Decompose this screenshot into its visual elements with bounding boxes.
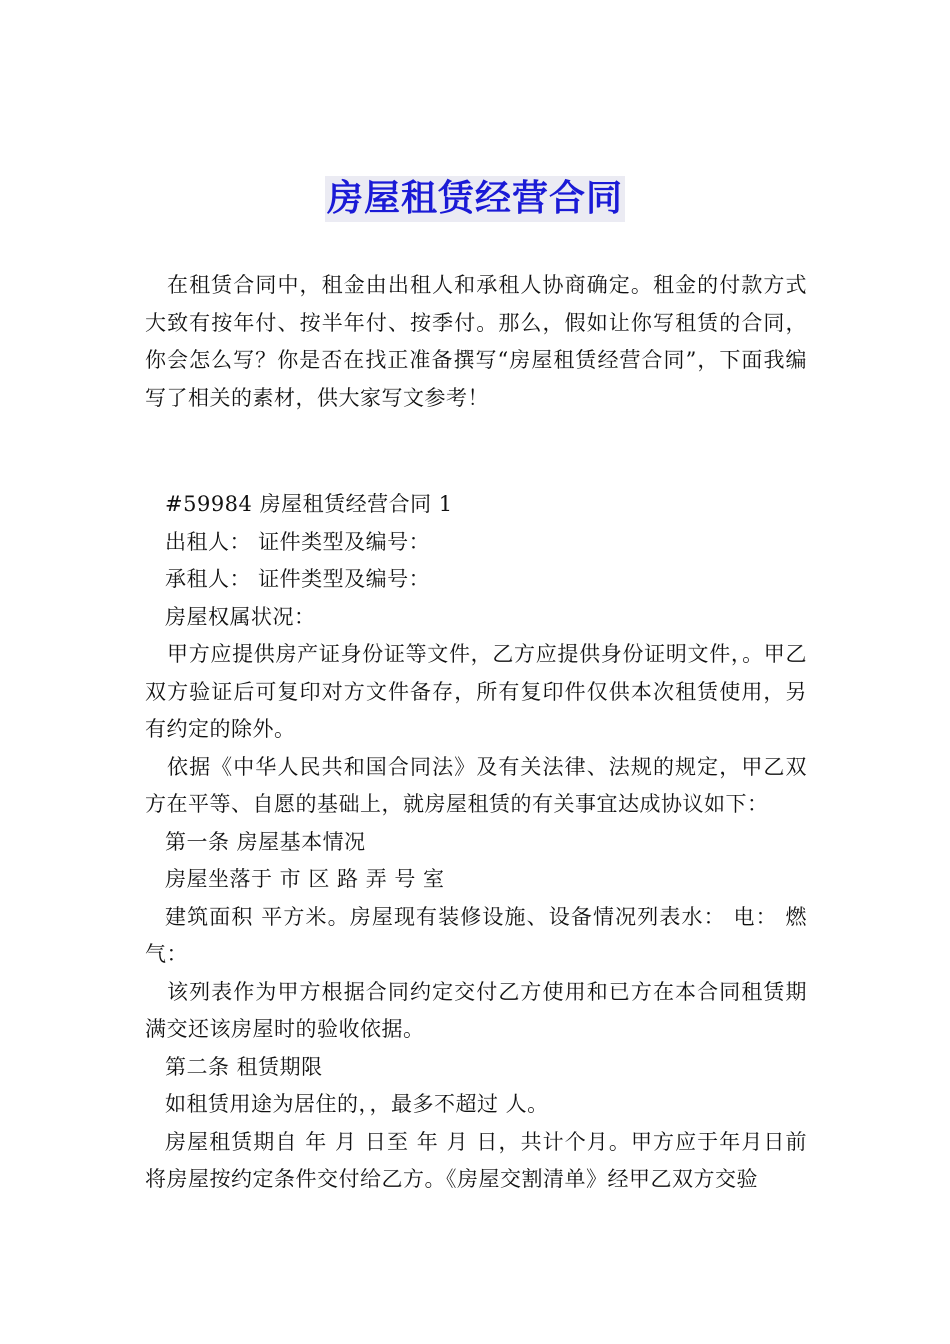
title-container (0, 176, 950, 222)
contract-body (145, 486, 807, 1199)
section-heading: #59984 房屋租赁经营合同 1 (165, 492, 453, 516)
landlord-line: 出租人： 证件类型及编号： (165, 529, 431, 554)
ownership-line: 房屋权属状况： (165, 604, 316, 629)
tenant-line: 承租人： 证件类型及编号： (165, 567, 431, 591)
intro-section (145, 267, 807, 417)
document-title: 房屋租赁经营合同 (325, 176, 625, 222)
intro-paragraph: 在租赁合同中，租金由出租人和承租人协商确定。租金的付款方式大致有按年付、按半年付、按季付。那么，假如让你写租赁的合同，你会怎么写？你是否在找正准备撰写“房屋租赁经营合同”，下面我编写了相关的素材，供大家写文参考！ (145, 273, 807, 410)
article-1-heading: 第一条 房屋基本情况 (165, 829, 366, 854)
residence-line: 如租赁用途为居住的，，最多不超过 人。 (165, 1092, 549, 1116)
article-2-heading: 第二条 租赁期限 (165, 1054, 323, 1079)
legal-basis-paragraph: 依据《中华人民共和国合同法》及有关法律、法规的规定，甲乙双方在平等、自愿的基础上，就房屋租赁的有关事宜达成协议如下： (145, 754, 807, 816)
area-paragraph: 建筑面积 平方米。房屋现有装修设施、设备情况列表水： 电： 燃气： (145, 904, 807, 966)
term-paragraph: 房屋租赁期自 年 月 日至 年 月 日，共计个月。甲方应于年月日前将房屋按约定条件交付给乙方。《房屋交割清单》经甲乙双方交验 (145, 1129, 807, 1191)
location-line: 房屋坐落于 市 区 路 弄 号 室 (165, 867, 445, 891)
documents-paragraph: 甲方应提供房产证身份证等文件，乙方应提供身份证明文件，。甲乙双方验证后可复印对方文件备存，所有复印件仅供本次租赁使用，另有约定的除外。 (145, 642, 807, 741)
inspection-paragraph: 该列表作为甲方根据合同约定交付乙方使用和已方在本合同租赁期满交还该房屋时的验收依据。 (145, 979, 807, 1041)
